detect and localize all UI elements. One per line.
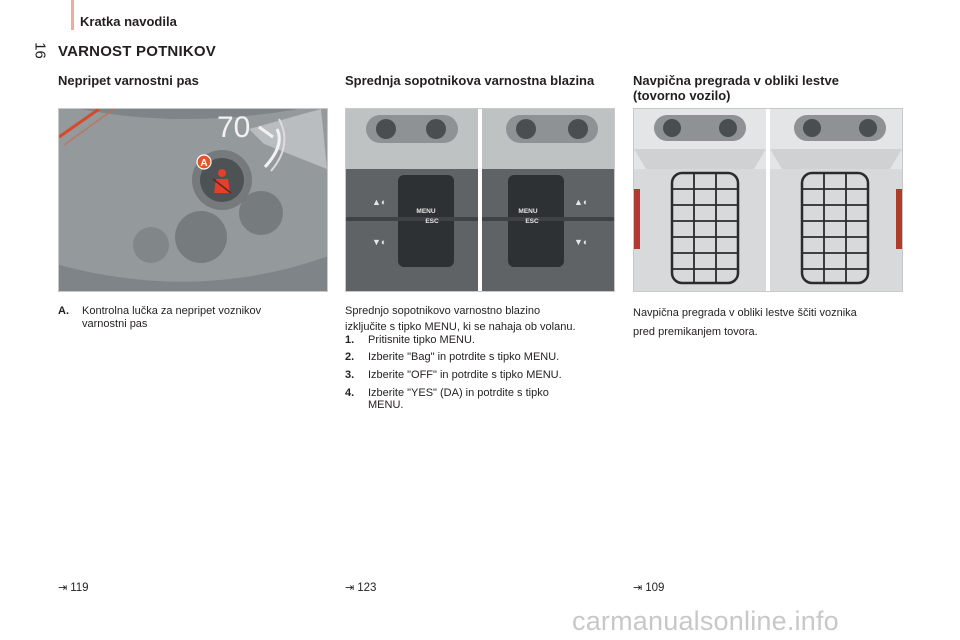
ladder-heading-line2: (tovorno vozilo) <box>633 88 731 103</box>
legend-text-line1: Kontrolna lučka za nepripet voznikov <box>82 305 262 317</box>
step-number: 3. <box>345 369 355 381</box>
menu-key-label-right: MENU <box>518 208 538 215</box>
ladder-text-line2: pred premikanjem tovora. <box>633 326 758 338</box>
right-arrow-to-bar-icon: ⇥ <box>345 582 355 594</box>
ref-number: 119 <box>70 582 89 594</box>
gauge-speed-label: 70 <box>217 111 251 144</box>
page-number: 16 <box>31 42 49 59</box>
seatbelt-heading: Nepripet varnostni pas <box>58 73 199 88</box>
callout-a-badge <box>197 155 211 169</box>
step-number: 4. <box>345 387 355 399</box>
svg-text:▲◐: ▲◐ <box>372 197 387 207</box>
ladder-partition-photo <box>633 108 903 292</box>
ladder-partition-heading <box>633 73 839 103</box>
step-item <box>345 387 615 413</box>
ref-number: 123 <box>357 582 377 594</box>
header-accent-bar <box>71 0 74 30</box>
step-text-line2: MENU. <box>368 399 404 411</box>
page-reference-109[interactable] <box>633 581 664 594</box>
legend-text-line2: varnostni pas <box>82 318 148 330</box>
ladder-description <box>633 304 933 342</box>
dashboard-warning-photo <box>58 108 328 292</box>
legend-letter: A. <box>58 305 69 317</box>
airbag-intro-line1: Sprednjo sopotnikovo varnostno blazino <box>345 305 541 317</box>
menu-key-label-left: MENU <box>416 208 436 215</box>
esc-key-label-left: ESC <box>425 218 439 225</box>
right-arrow-to-bar-icon: ⇥ <box>633 582 643 594</box>
ladder-text-line1: Navpična pregrada v obliki lestve ščiti voznika <box>633 307 857 319</box>
watermark: carmanualsonline.info <box>572 606 839 636</box>
step-text: Pritisnite tipko MENU. <box>368 334 475 346</box>
svg-text:▼◐: ▼◐ <box>372 237 387 247</box>
step-text: Izberite "OFF" in potrdite s tipko MENU. <box>368 369 562 381</box>
menu-button-photo <box>345 108 615 292</box>
svg-text:A: A <box>200 158 208 169</box>
esc-key-label-right: ESC <box>525 218 539 225</box>
step-text: Izberite "YES" (DA) in potrdite s tipko <box>368 387 549 399</box>
step-number: 1. <box>345 334 355 346</box>
step-text: Izberite "Bag" in potrdite s tipko MENU. <box>368 351 560 363</box>
svg-text:▲◐: ▲◐ <box>574 197 589 207</box>
ladder-heading-line1: Navpična pregrada v obliki lestve <box>633 73 839 88</box>
airbag-intro-line2: izključite s tipko MENU, ki se nahaja ob volanu. <box>345 321 576 333</box>
ref-number: 109 <box>645 582 665 594</box>
page-reference-119[interactable] <box>58 581 89 594</box>
airbag-intro <box>345 303 625 335</box>
step-number: 2. <box>345 351 355 363</box>
svg-text:▼◐: ▼◐ <box>574 237 589 247</box>
right-arrow-to-bar-icon: ⇥ <box>58 582 68 594</box>
page-reference-123[interactable] <box>345 581 376 594</box>
page-title: VARNOST POTNIKOV <box>58 43 216 60</box>
section-label: Kratka navodila <box>80 14 177 29</box>
airbag-heading: Sprednja sopotnikova varnostna blazina <box>345 73 595 88</box>
